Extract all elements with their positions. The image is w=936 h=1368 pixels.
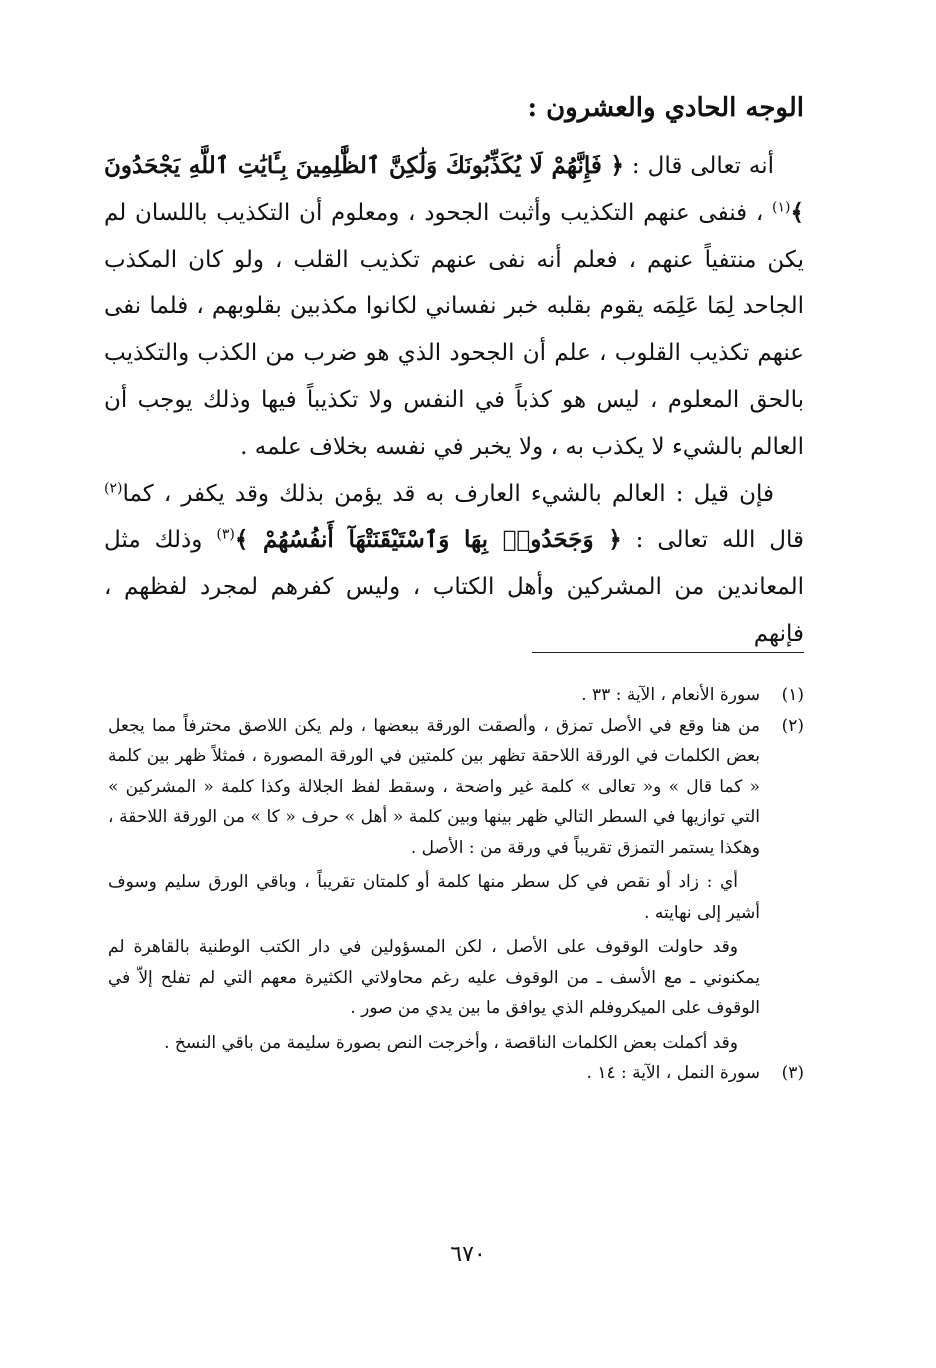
footnote-number: (١) [781, 685, 804, 705]
footnote-text: سورة الأنعام ، الآية : ٣٣ . [581, 685, 760, 705]
footnote-1 [108, 680, 804, 711]
footnote-text: سورة النمل ، الآية : ١٤ . [586, 1063, 760, 1083]
paragraph-1 [104, 143, 804, 471]
paragraph-1-lead: أنه تعالى قال : [623, 153, 774, 179]
quran-verse-2: ﴿ وَجَحَدُوا۟ بِهَا وَٱسْتَيْقَنَتْهَآ أَنفُسُهُمْ ﴾ [234, 526, 622, 554]
footnote-3 [108, 1058, 804, 1089]
footnote-number: (٣) [781, 1063, 804, 1083]
footnote-number: (٢) [781, 715, 804, 736]
footnotes [108, 680, 804, 1089]
paragraph-2-rest: وذلك مثل المعاندين من المشركين وأهل الكتاب ، وليس كفرهم لمجرد لفظهم ، فإنهم [104, 527, 804, 647]
footnote-text: وقد حاولت الوقوف على الأصل ، لكن المسؤولين في دار الكتب الوطنية بالقاهرة لم يمكنوني ـ مع الأسف ـ من الوقوف عليه رغم محاولاتي الكثيرة معهم التي لم تفلح إلاّ في الوقوف على الميكروفلم الذي يوافق ما بين يدي من صور . [108, 937, 760, 1018]
page-number: ٦٧٠ [450, 1242, 486, 1267]
main-text [104, 143, 804, 658]
footnote-text: من هنا وقع في الأصل تمزق ، وألصقت الورقة ببعضها ، ولم يكن اللاصق محترفاً مما يجعل بعض الكلمات في الورقة اللاحقة تظهر بين كلمتين في الورقة المصورة ، فمثلاً ظهر بين كلمة « كما قال » و« تعالى » كلمة غير واضحة ، وسقط لفظ الجلالة وكذا كلمة « المشركين » التي توازيها في السطر التالي ظهر بينها وبين كلمة « أهل » حرف « كا » من الورقة اللاحقة ، وهكذا يستمر التمزق تقريباً في ورقة من : الأصل . [108, 715, 760, 858]
footnote-ref-3: (٣) [216, 526, 235, 543]
section-heading: الوجه الحادي والعشرون : [527, 93, 804, 123]
footnote-separator [532, 652, 804, 653]
paragraph-1-rest: ، فنفى عنهم التكذيب وأثبت الجحود ، ومعلوم أن التكذيب باللسان لم يكن منتفياً عنهم ، فعلم أنه نفى عنهم تكذيب القلب ، ولو كان المكذب الجاحد لِمَا عَلِمَه يقوم بقلبه خبر نفساني لكانوا مكذبين بقلوبهم ، فلما نفى عنهم تكذيب القلوب ، علم أن الجحود الذي هو ضرب من الكذب والتكذيب بالحق المعلوم ، ليس هو كذباً في النفس ولا تكذيباً فيها وذلك يوجب أن العالم بالشيء لا يكذب به ، ولا يخبر في نفسه بخلاف علمه . [104, 199, 804, 460]
footnote-ref-1: (١) [772, 199, 791, 216]
paragraph-2-mid: قال الله تعالى : [621, 527, 805, 554]
footnote-text: وقد أكملت بعض الكلمات الناقصة ، وأخرجت النص بصورة سليمة من باقي النسخ . [164, 1032, 738, 1053]
paragraph-2 [104, 471, 804, 658]
footnote-body [108, 711, 760, 1059]
footnote-body [108, 1058, 760, 1089]
footnote-2 [108, 711, 804, 1059]
footnote-ref-2: (٢) [104, 479, 123, 496]
footnote-text: أي : زاد أو نقص في كل سطر منها كلمة أو كلمتان تقريباً ، وباقي الورق سليم وسوف أشير إلى نهايته . [108, 872, 760, 923]
footnote-body [108, 680, 760, 711]
paragraph-2-lead: فإن قيل : العالم بالشيء العارف به قد يؤمن بذلك وقد يكفر ، كما [122, 480, 774, 507]
quran-verse-1: ﴿ فَإِنَّهُمْ لَا يُكَذِّبُونَكَ وَلَٰكِنَّ ٱلظَّٰلِمِينَ بِـَٔايَٰتِ ٱللَّهِ يَجْحَدُونَ ﴾ [104, 152, 804, 226]
